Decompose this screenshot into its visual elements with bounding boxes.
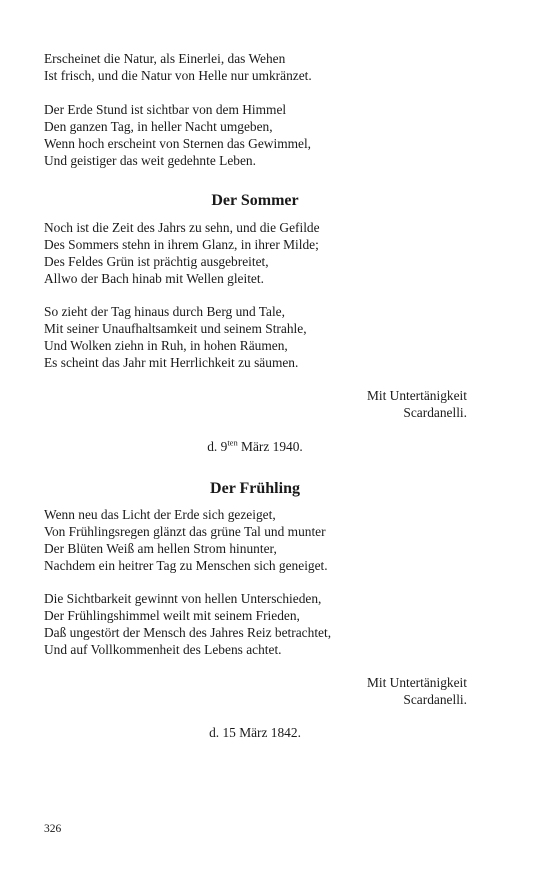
- date-superscript: ten: [227, 437, 238, 448]
- verse-line: Der Blüten Weiß am hellen Strom hinunter,: [44, 541, 277, 556]
- sommer-stanza-2: [44, 303, 484, 371]
- page-number: 326: [44, 823, 62, 835]
- verse-line: Der Frühlingshimmel weilt mit seinem Frieden,: [44, 608, 300, 623]
- verse-line: Daß ungestört der Mensch des Jahres Reiz betrachtet,: [44, 625, 332, 640]
- sommer-date: [0, 438, 510, 455]
- verse-line: Es scheint das Jahr mit Herrlichkeit zu säumen.: [44, 355, 299, 370]
- poem-title-sommer: Der Sommer: [211, 192, 299, 209]
- verse-line: Und auf Vollkommenheit des Lebens achtet.: [44, 642, 282, 657]
- poem-title-fruehling: Der Frühling: [210, 480, 300, 497]
- fruehling-date: d. 15 März 1842.: [209, 725, 301, 740]
- verse-line: Noch ist die Zeit des Jahrs zu sehn, und die Gefilde: [44, 220, 320, 235]
- verse-line: Den ganzen Tag, in heller Nacht umgeben,: [44, 119, 273, 134]
- verse-line: Wenn neu das Licht der Erde sich gezeiget,: [44, 507, 276, 522]
- verse-line: So zieht der Tag hinaus durch Berg und Tale,: [44, 304, 285, 319]
- verse-line: Des Sommers stehn in ihrem Glanz, in ihrer Milde;: [44, 237, 319, 252]
- signature-greeting: Mit Untertänigkeit: [366, 388, 467, 403]
- verse-line: Mit seiner Unaufhaltsamkeit und seinem Strahle,: [44, 321, 307, 336]
- fruehling-stanza-1: [44, 506, 484, 574]
- verse-line: Nachdem ein heitrer Tag zu Menschen sich geneiget.: [44, 558, 328, 573]
- opening-stanza-1: [44, 50, 484, 84]
- date-prefix: d. 9: [207, 439, 228, 454]
- verse-line: Der Erde Stund ist sichtbar von dem Himmel: [44, 102, 287, 117]
- verse-line: Ist frisch, und die Natur von Helle nur umkränzet.: [44, 68, 312, 83]
- verse-line: Von Frühlingsregen glänzt das grüne Tal und munter: [44, 524, 326, 539]
- verse-line: Wenn hoch erscheint von Sternen das Gewimmel,: [44, 136, 312, 151]
- verse-line: Erscheinet die Natur, als Einerlei, das Wehen: [44, 51, 286, 66]
- opening-stanza-2: [44, 101, 484, 169]
- sommer-stanza-1: [44, 219, 484, 287]
- sommer-signature: [367, 387, 467, 421]
- date-suffix: März 1940.: [237, 439, 303, 454]
- verse-line: Und geistiger das weit gedehnte Leben.: [44, 153, 256, 168]
- signature-greeting: Mit Untertänigkeit: [366, 675, 467, 690]
- verse-line: Und Wolken ziehn in Ruh, in hohen Räumen,: [44, 338, 288, 353]
- signature-name: Scardanelli.: [403, 405, 467, 420]
- verse-line: Des Feldes Grün ist prächtig ausgebreitet,: [44, 254, 269, 269]
- fruehling-stanza-2: [44, 590, 484, 658]
- verse-line: Die Sichtbarkeit gewinnt von hellen Unterschieden,: [44, 591, 322, 606]
- fruehling-signature: [367, 674, 467, 708]
- verse-line: Allwo der Bach hinab mit Wellen gleitet.: [44, 271, 264, 286]
- signature-name: Scardanelli.: [403, 692, 467, 707]
